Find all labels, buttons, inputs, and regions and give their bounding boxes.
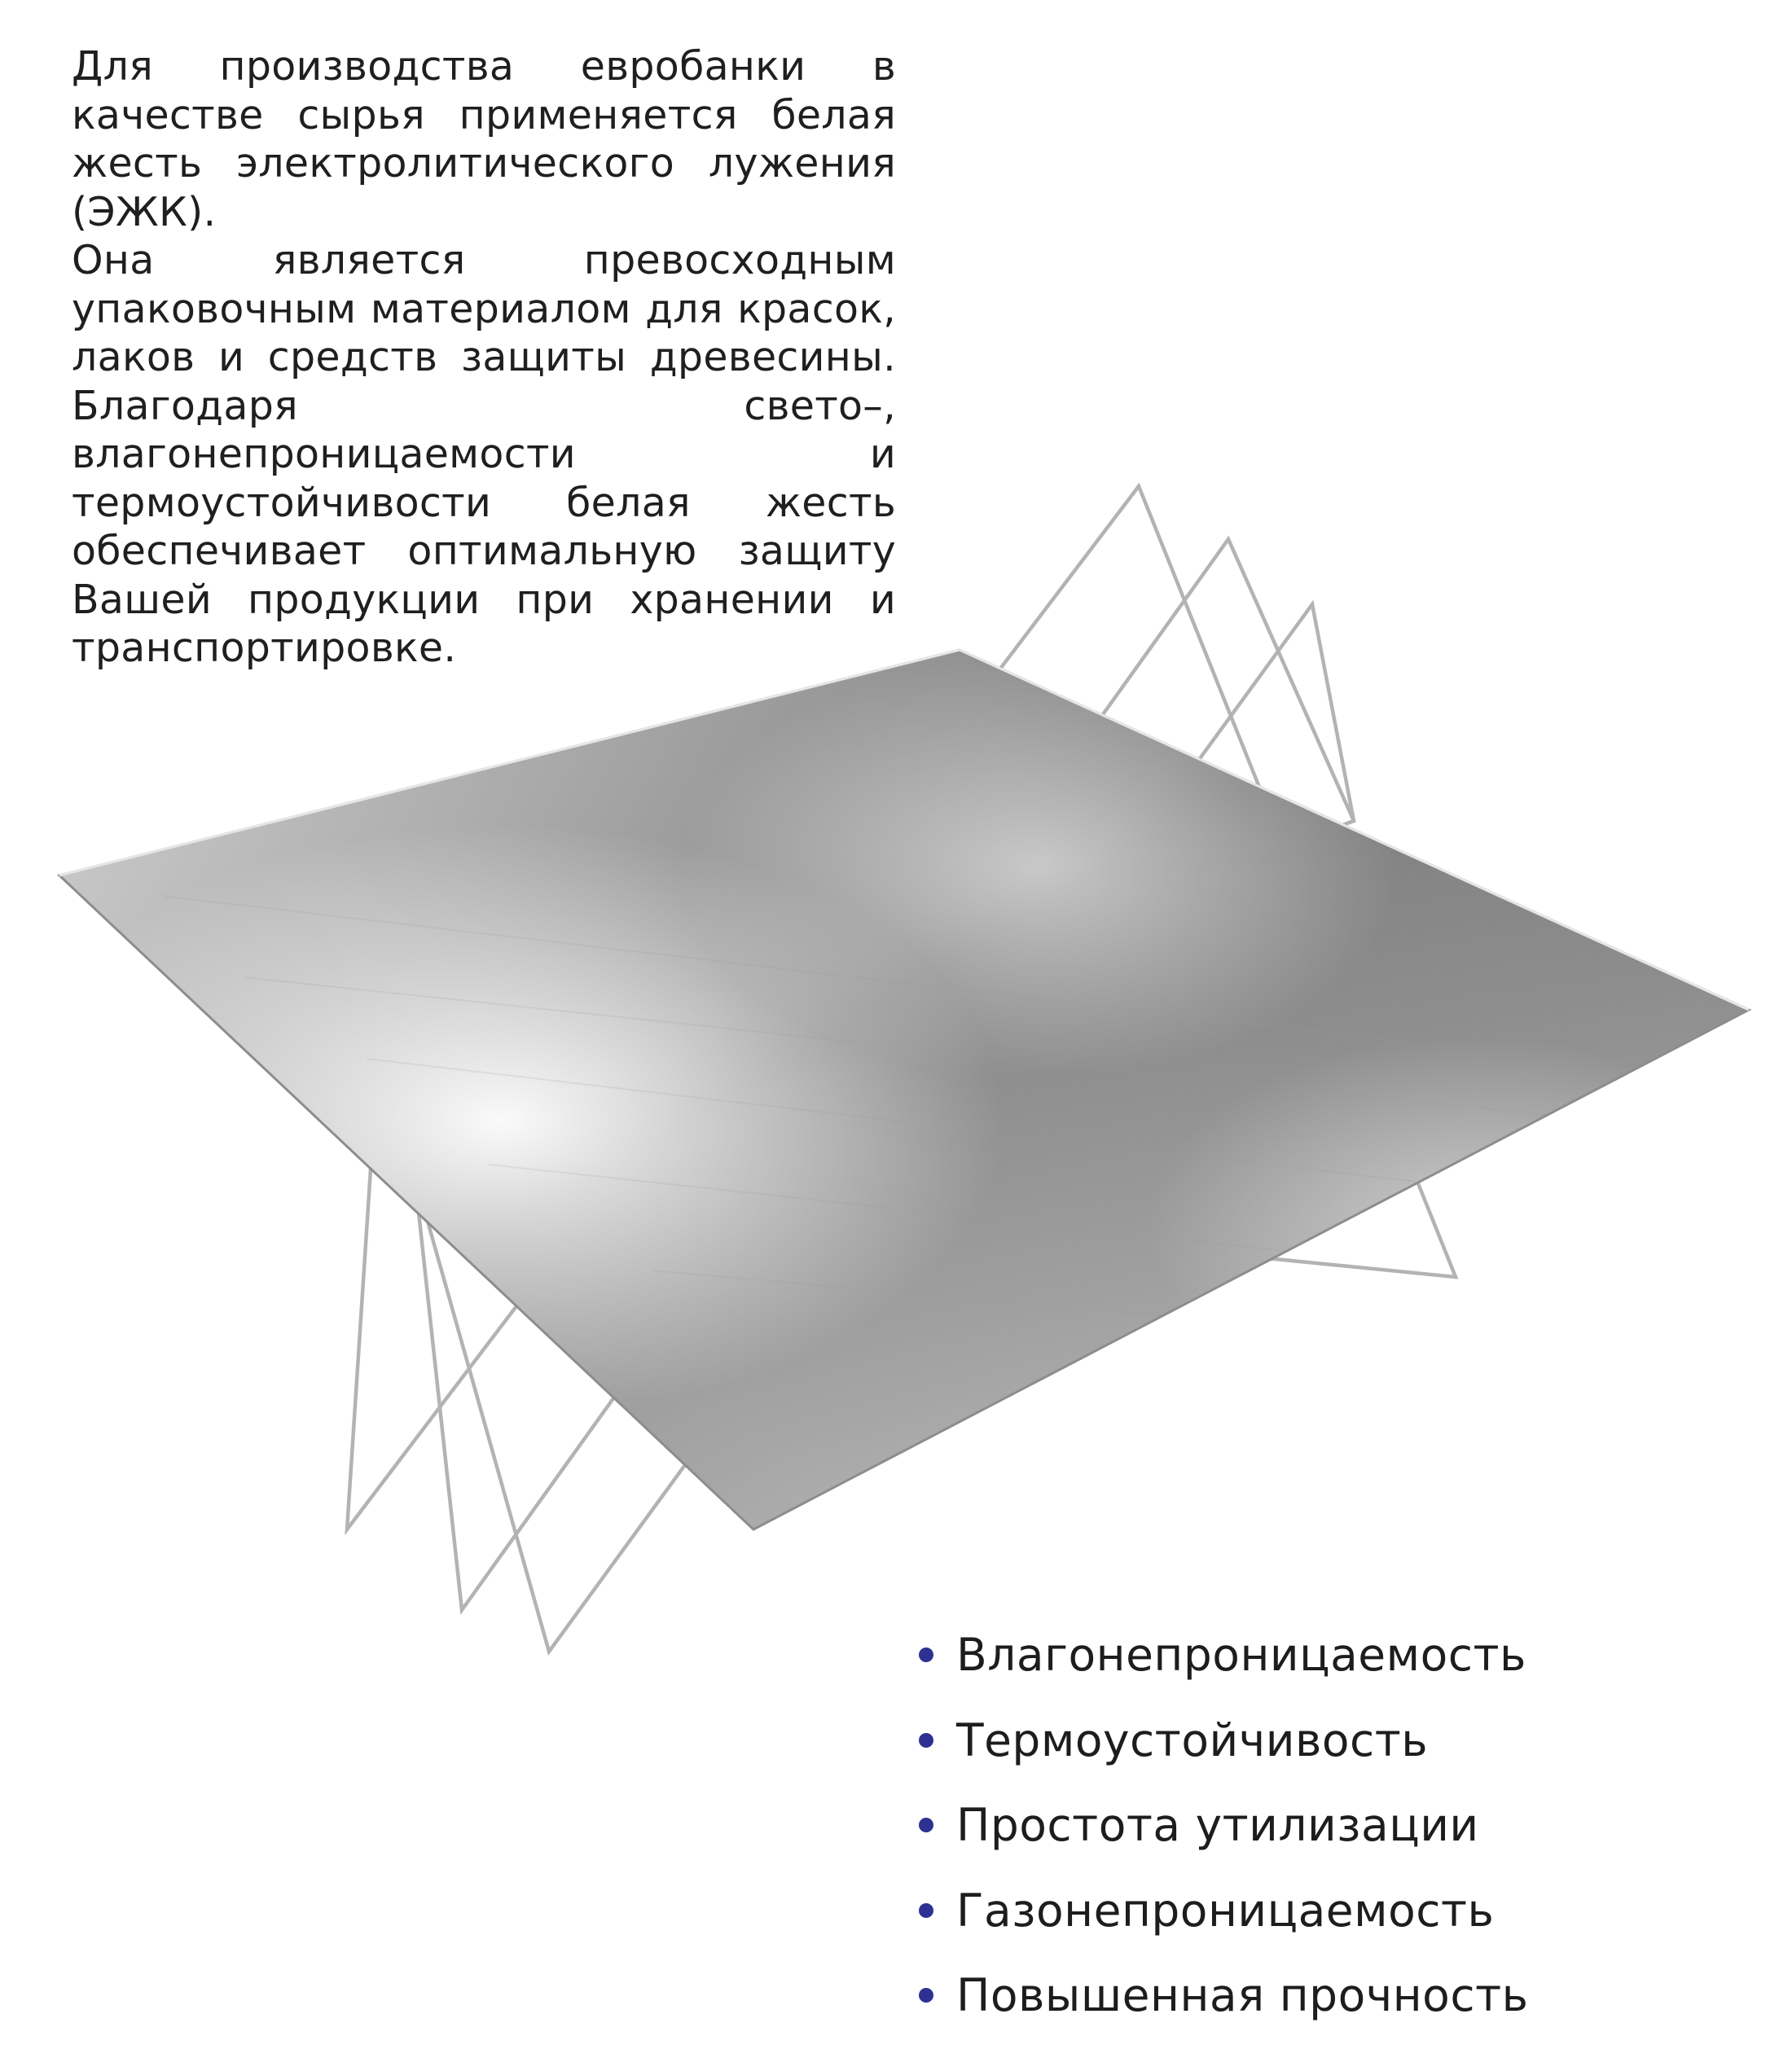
feature-label: Влагонепроницаемость — [956, 1629, 1526, 1682]
feature-item — [919, 1868, 1529, 1954]
bullet-icon — [919, 1733, 933, 1748]
bullet-icon — [919, 1818, 933, 1832]
feature-item — [919, 1783, 1529, 1868]
feature-label: Простота утилизации — [956, 1799, 1479, 1852]
bullet-icon — [919, 1988, 933, 2003]
bullet-icon — [919, 1648, 933, 1662]
features-list — [919, 1612, 1529, 2038]
bullet-icon — [919, 1903, 933, 1918]
feature-item — [919, 1698, 1529, 1784]
metal-sheet — [0, 570, 1792, 1629]
feature-item — [919, 1612, 1529, 1698]
intro-paragraph-2: Она является превосходным упаковочным материалом для красок, лаков и средств защиты древесины. Благодаря свето–, влагонепроницаемости и термоустойчивости белая жесть обеспечивает оптимальную защиту Вашей продукции при хранении и транспортировке. — [72, 237, 896, 671]
feature-label: Повышенная прочность — [956, 1969, 1529, 2022]
intro-paragraph-1: Для производства евробанки в качестве сырья применяется белая жесть электролитического лужения (ЭЖК). — [72, 43, 896, 235]
feature-label: Термоустойчивость — [956, 1713, 1429, 1766]
feature-item — [919, 1953, 1529, 2038]
feature-label: Газонепроницаемость — [956, 1884, 1495, 1937]
